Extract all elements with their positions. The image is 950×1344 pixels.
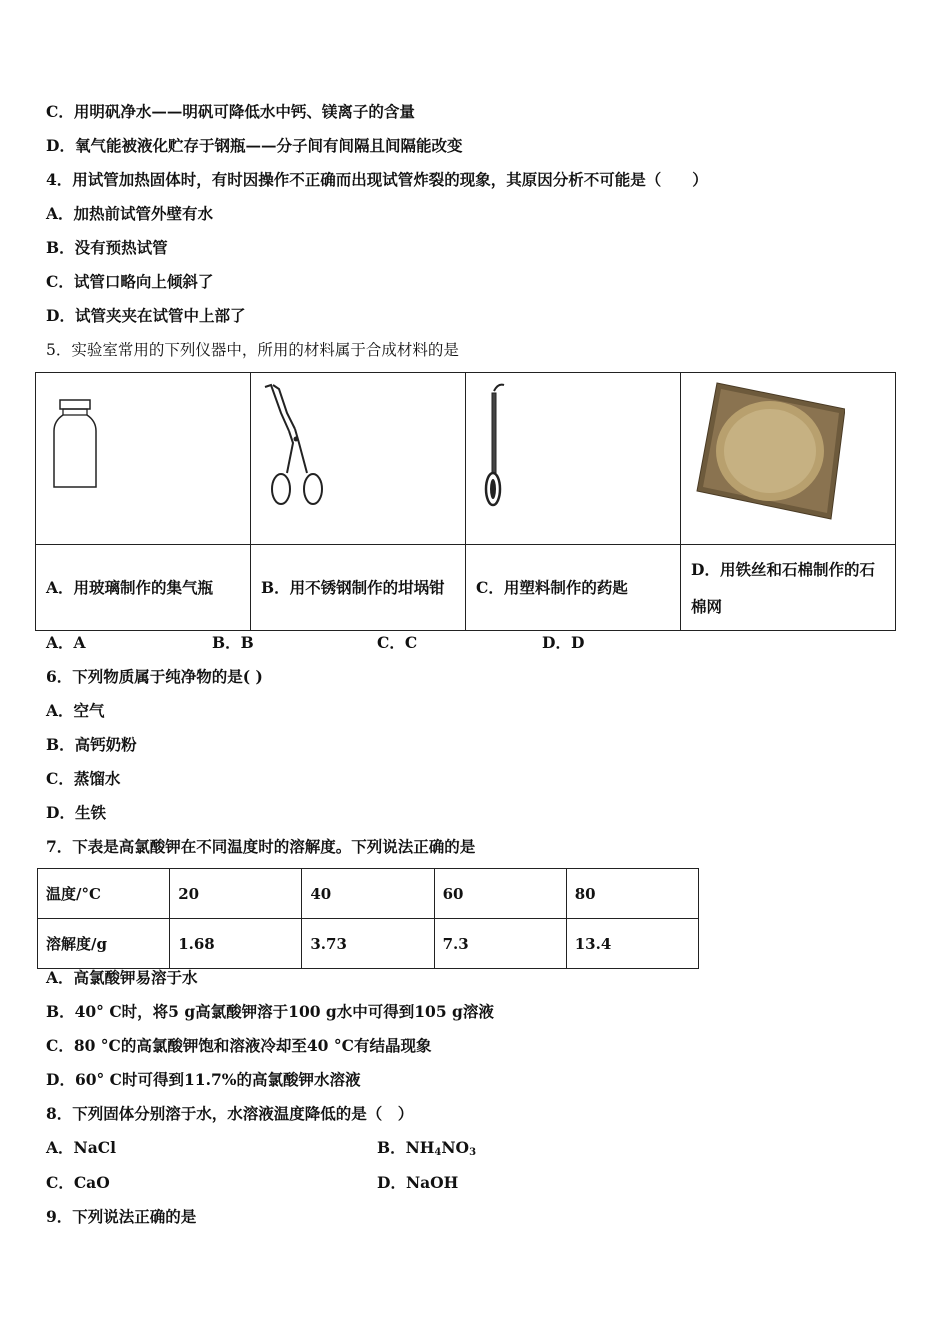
q8-option-b xyxy=(377,1138,476,1163)
q5-image-cell-a xyxy=(36,373,251,545)
table-cell: 13.4 xyxy=(566,919,698,969)
q8-option-b-sub2: 3 xyxy=(469,1147,477,1158)
table-cell: 溶解度/g xyxy=(38,919,170,969)
table-cell: 1.68 xyxy=(170,919,302,969)
q5-answer-c: C．C xyxy=(377,633,418,652)
table-cell: 60 xyxy=(434,869,566,919)
q5-image-cell-b xyxy=(251,373,466,545)
q5-answer-b: B．B xyxy=(212,633,254,652)
q7-option-b: B．40° C时，将5 g高氯酸钾溶于100 g水中可得到105 g溶液 xyxy=(46,1002,494,1021)
q7-option-c: C．80 °C的高氯酸钾饱和溶液冷却至40 °C有结晶现象 xyxy=(46,1036,432,1055)
q8-option-row-2 xyxy=(46,1173,746,1193)
q5-stem: 5．实验室常用的下列仪器中，所用的材料属于合成材料的是 xyxy=(46,341,459,359)
q8-option-a: A．NaCl xyxy=(46,1138,116,1157)
q5-caption-a: A．用玻璃制作的集气瓶 xyxy=(36,545,251,631)
table-row xyxy=(38,919,699,969)
table-cell: 3.73 xyxy=(302,919,434,969)
q5-apparatus-table xyxy=(35,372,896,631)
asbestos-gauze-image xyxy=(695,381,845,521)
q3-option-d: D．氧气能被液化贮存于钢瓶——分子间有间隔且间隔能改变 xyxy=(46,136,463,155)
q4-option-b: B．没有预热试管 xyxy=(46,238,168,257)
medicine-spoon-image xyxy=(474,381,514,511)
q5-caption-d: D．用铁丝和石棉制作的石棉网 xyxy=(681,545,896,631)
q7-stem: 7．下表是高氯酸钾在不同温度时的溶解度。下列说法正确的是 xyxy=(46,837,476,856)
q4-option-a: A．加热前试管外壁有水 xyxy=(46,204,214,223)
q8-option-c: C．CaO xyxy=(46,1173,110,1192)
q5-answer-row xyxy=(46,633,746,653)
table-cell: 温度/°C xyxy=(38,869,170,919)
q8-option-b-mid: NO xyxy=(441,1138,470,1157)
q5-answer-a: A．A xyxy=(46,633,86,652)
q8-option-b-prefix: B．NH xyxy=(377,1138,435,1157)
table-cell: 7.3 xyxy=(434,919,566,969)
q4-stem: 4．用试管加热固体时，有时因操作不正确而出现试管炸裂的现象，其原因分析不可能是（ ） xyxy=(46,170,708,189)
gas-jar-image xyxy=(50,399,100,491)
q5-answer-d: D．D xyxy=(542,633,585,652)
q6-option-c: C．蒸馏水 xyxy=(46,769,121,788)
q5-image-cell-d xyxy=(681,373,896,545)
q7-option-a: A．高氯酸钾易溶于水 xyxy=(46,968,198,987)
q9-stem: 9．下列说法正确的是 xyxy=(46,1207,197,1226)
q4-option-c: C．试管口略向上倾斜了 xyxy=(46,272,214,291)
q8-option-b-sub1: 4 xyxy=(434,1147,442,1158)
q5-caption-b: B．用不锈钢制作的坩埚钳 xyxy=(251,545,466,631)
q6-stem: 6．下列物质属于纯净物的是( ) xyxy=(46,667,263,686)
q6-option-b: B．高钙奶粉 xyxy=(46,735,137,754)
table-cell: 40 xyxy=(302,869,434,919)
q6-option-d: D．生铁 xyxy=(46,803,106,822)
q8-option-row-1 xyxy=(46,1138,746,1158)
table-cell: 80 xyxy=(566,869,698,919)
q5-image-cell-c xyxy=(466,373,681,545)
table-cell: 20 xyxy=(170,869,302,919)
table-row xyxy=(38,869,699,919)
crucible-tongs-image xyxy=(259,383,329,508)
q8-option-d: D．NaOH xyxy=(377,1173,459,1192)
q8-stem: 8．下列固体分别溶于水，水溶液温度降低的是（ ） xyxy=(46,1104,414,1123)
q4-option-d: D．试管夹夹在试管中上部了 xyxy=(46,306,246,325)
q7-solubility-table xyxy=(37,868,699,969)
q3-option-c: C．用明矾净水——明矾可降低水中钙、镁离子的含量 xyxy=(46,102,415,121)
q7-option-d: D．60° C时可得到11.7%的高氯酸钾水溶液 xyxy=(46,1070,361,1089)
q5-caption-c: C．用塑料制作的药匙 xyxy=(466,545,681,631)
q6-option-a: A．空气 xyxy=(46,701,105,720)
